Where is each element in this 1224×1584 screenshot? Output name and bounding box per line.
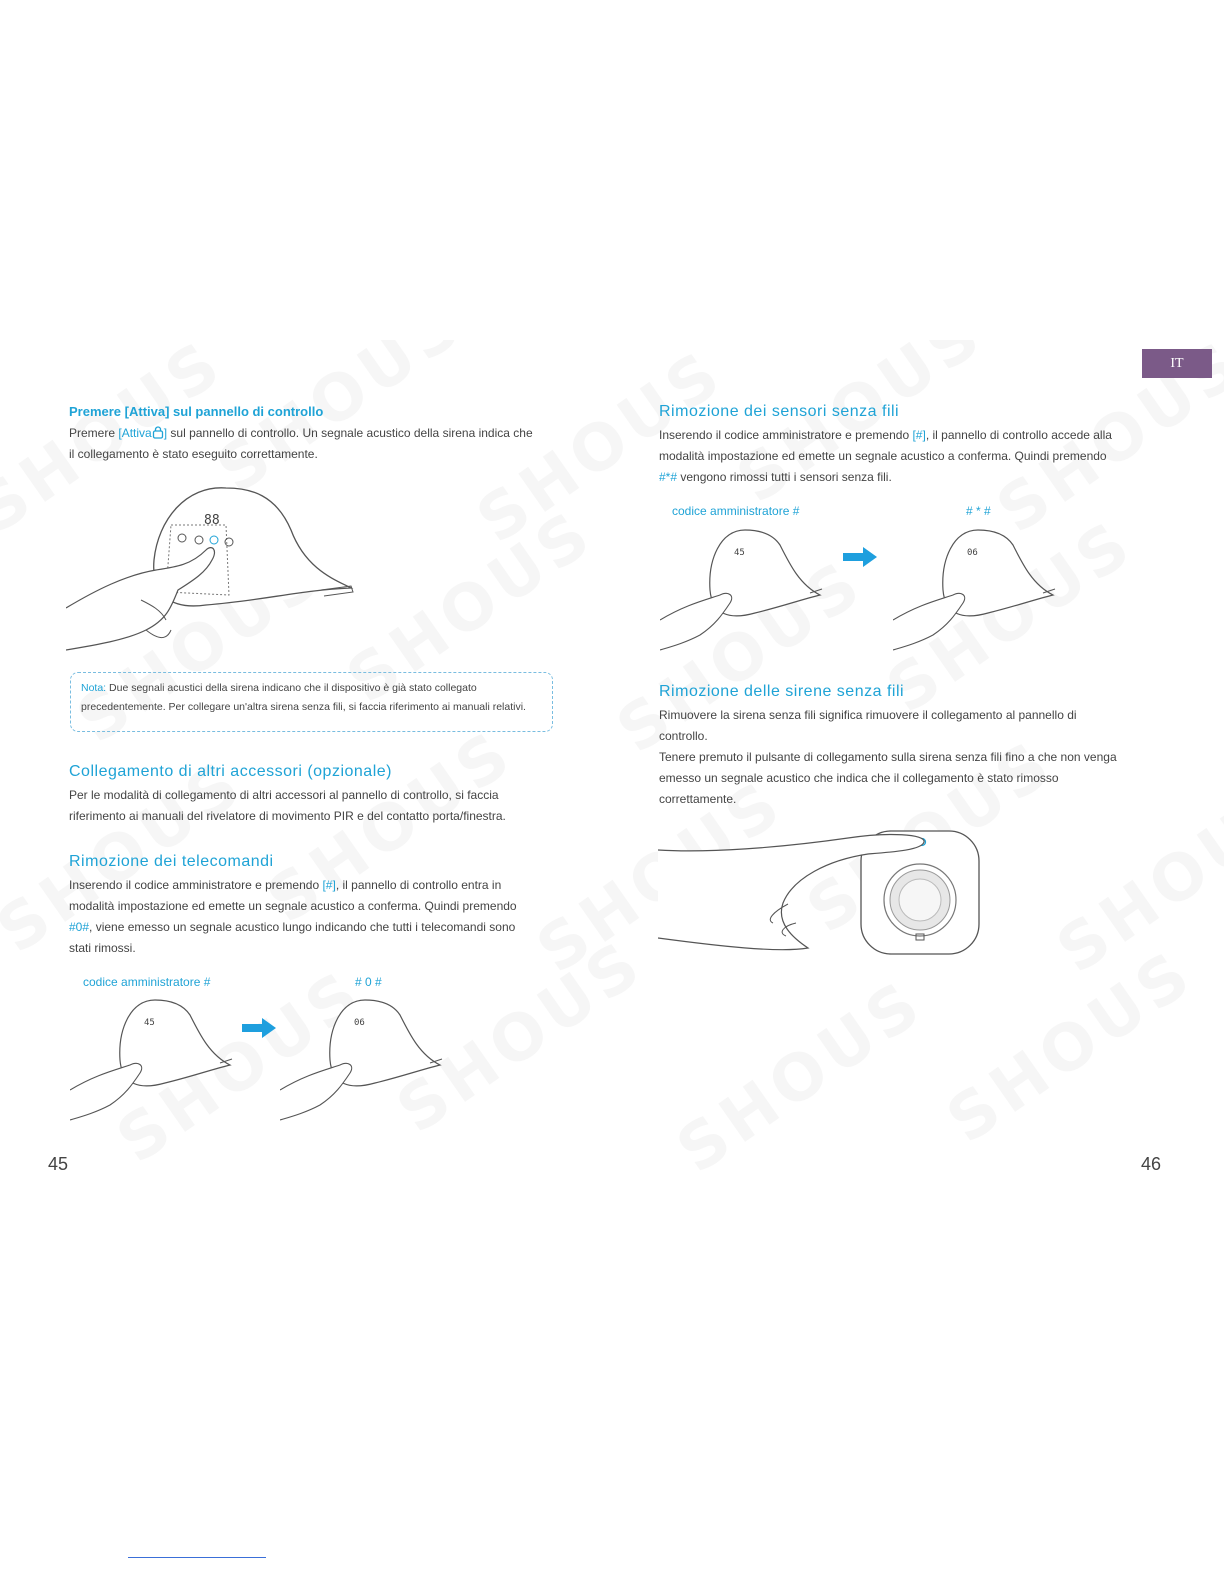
arrow-right-icon-2 (843, 547, 877, 567)
accessories-paragraph: Per le modalità di collegamento di altri accessori al pannello di controllo, si faccia riferimento ai manuali del rivelatore di movimento PIR e del contatto porta/finestra. (69, 788, 506, 823)
section-title-sirens: Rimozione delle sirene senza fili (659, 683, 905, 700)
display-digits-admin-right: 45 (734, 548, 745, 558)
display-digits: 88 (204, 513, 220, 528)
page-number-left: 45 (48, 1154, 69, 1174)
note-box: Nota: Due segnali acustici della sirena indicano che il dispositivo è già stato collegato precedentemente. Per collegare un'altra sirena senza fili, si faccia riferimento ai manuali relativi. (70, 672, 553, 732)
code-sequence-label: # 0 # (355, 975, 382, 989)
page-number-right: 46 (1141, 1154, 1162, 1174)
arrow-right-icon (242, 1018, 276, 1038)
display-digits-code-right: 06 (967, 548, 978, 558)
section-title-accessories: Collegamento di altri accessori (opzionale) (69, 763, 392, 780)
siren-press-illustration (658, 828, 983, 958)
sensors-paragraph: Inserendo il codice amministratore e premendo [#], il pannello di controllo accede alla modalità impostazione ed emette un segnale acustico a conferma. Quindi premendo #*# vengono rimossi tutti i sensori senza fili. (659, 428, 1112, 484)
sirens-paragraph: Rimuovere la sirena senza fili significa rimuovere il collegamento al pannello di controllo. Tenere premuto il pulsante di collegamento sulla sirena senza fili fino a che non venga emesso un segnale acustico che indica che il collegamento è stato rimosso correttamente. (659, 708, 1117, 806)
section-title-sensors: Rimozione dei sensori senza fili (659, 403, 900, 420)
language-tab: IT (1142, 349, 1212, 378)
display-digits-admin: 45 (144, 1018, 155, 1028)
code-sequence-label-right: # * # (966, 504, 991, 518)
footer-link-underline (128, 1557, 266, 1558)
section-title-activate: Premere [Attiva] sul pannello di controllo (69, 404, 324, 419)
admin-code-label: codice amministratore # (83, 975, 211, 989)
panel-illustration-code-right (893, 525, 1063, 655)
panel-illustration-admin-right (660, 525, 830, 655)
display-digits-code: 06 (354, 1018, 365, 1028)
activate-paragraph: Premere [Attiva ] sul pannello di controllo. Un segnale acustico della sirena indica che il collegamento è stato eseguito correttamente. (69, 426, 533, 461)
panel-illustration-code (280, 995, 450, 1125)
panel-illustration-admin (70, 995, 240, 1125)
admin-code-label-right: codice amministratore # (672, 504, 800, 518)
lock-icon (152, 426, 164, 439)
remotes-paragraph: Inserendo il codice amministratore e premendo [#], il pannello di controllo entra in modalità impostazione ed emette un segnale acustico a conferma. Quindi premendo #0#, viene emesso un segnale acustico lungo indicando che tutti i telecomandi sono stati rimossi. (69, 878, 517, 955)
section-title-remotes: Rimozione dei telecomandi (69, 853, 274, 870)
control-panel-press-illustration (66, 480, 366, 655)
